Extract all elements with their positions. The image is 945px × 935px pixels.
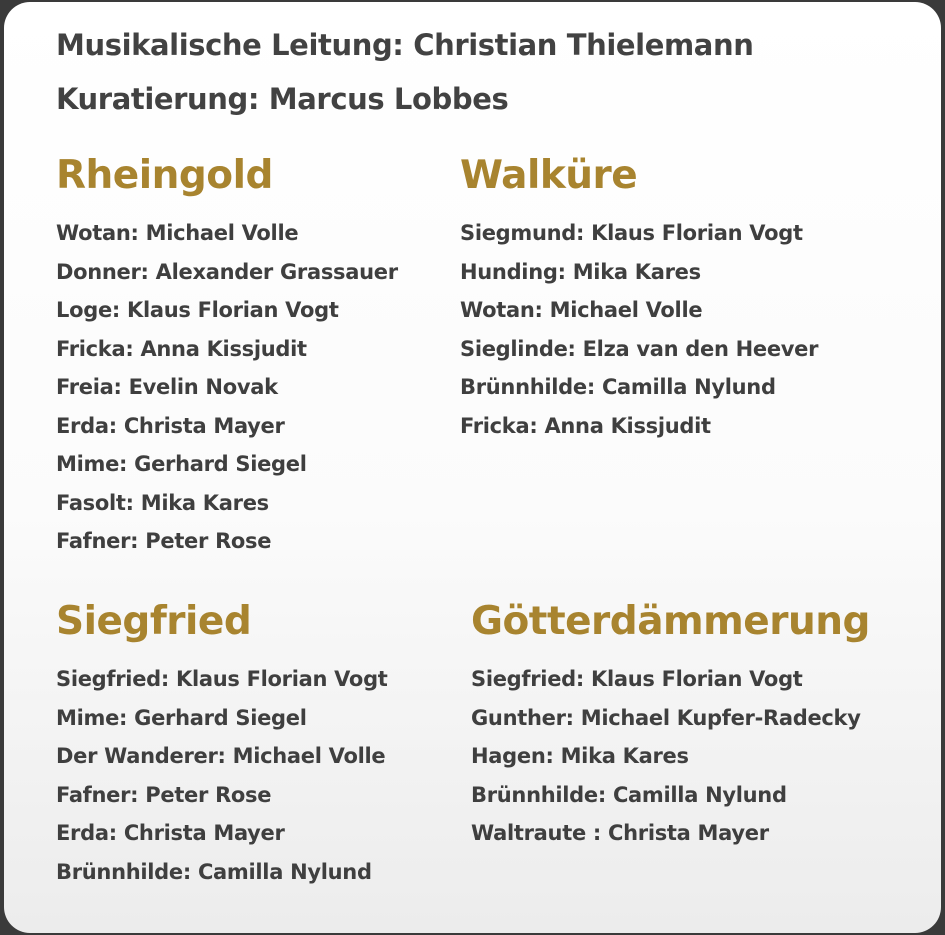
cast-entry: Fricka: Anna Kissjudit (460, 413, 711, 438)
opera-siegfried (56, 598, 486, 891)
opera-title: Götterdämmerung (471, 599, 870, 644)
cast-entry: Donner: Alexander Grassauer (56, 259, 398, 284)
cast-entry: Gunther: Michael Kupfer-Radecky (471, 705, 861, 730)
cast-entry: Siegfried: Klaus Florian Vogt (56, 667, 388, 691)
opera-walkuere (460, 152, 890, 445)
opera-rheingold (56, 152, 486, 561)
cast-entry: Brünnhilde: Camilla Nylund (56, 859, 372, 884)
cast-entry: Sieglinde: Elza van den Heever (460, 336, 819, 361)
cast-entry: Hagen: Mika Kares (471, 744, 689, 768)
cast-entry: Siegfried: Klaus Florian Vogt (471, 667, 803, 691)
cast-entry: Fasolt: Mika Kares (56, 490, 269, 515)
cast-entry: Siegmund: Klaus Florian Vogt (460, 221, 803, 245)
cast-entry: Mime: Gerhard Siegel (56, 452, 307, 476)
cast-entry: Erda: Christa Mayer (56, 413, 285, 438)
cast-entry: Brünnhilde: Camilla Nylund (460, 375, 776, 399)
cast-entry: Brünnhilde: Camilla Nylund (471, 782, 787, 807)
cast-entry: Wotan: Michael Volle (460, 298, 703, 322)
cast-entry: Fafner: Peter Rose (56, 529, 272, 553)
cast-card (4, 2, 941, 933)
opera-title: Siegfried (56, 599, 252, 644)
cast-entry: Fafner: Peter Rose (56, 782, 272, 807)
cast-entry: Waltraute : Christa Mayer (471, 821, 769, 845)
opera-title: Walküre (460, 153, 638, 198)
curation: Kuratierung: Marcus Lobbes (56, 82, 509, 116)
cast-entry: Mime: Gerhard Siegel (56, 705, 307, 730)
cast-entry: Hunding: Mika Kares (460, 259, 701, 284)
opera-goetterdaemmerung (471, 598, 901, 853)
cast-entry: Wotan: Michael Volle (56, 221, 299, 245)
cast-entry: Loge: Klaus Florian Vogt (56, 298, 339, 322)
opera-title: Rheingold (56, 153, 273, 198)
musical-direction: Musikalische Leitung: Christian Thielemann (56, 28, 754, 62)
cast-entry: Erda: Christa Mayer (56, 821, 285, 845)
cast-entry: Freia: Evelin Novak (56, 375, 278, 399)
cast-entry: Der Wanderer: Michael Volle (56, 744, 386, 768)
cast-entry: Fricka: Anna Kissjudit (56, 336, 307, 361)
